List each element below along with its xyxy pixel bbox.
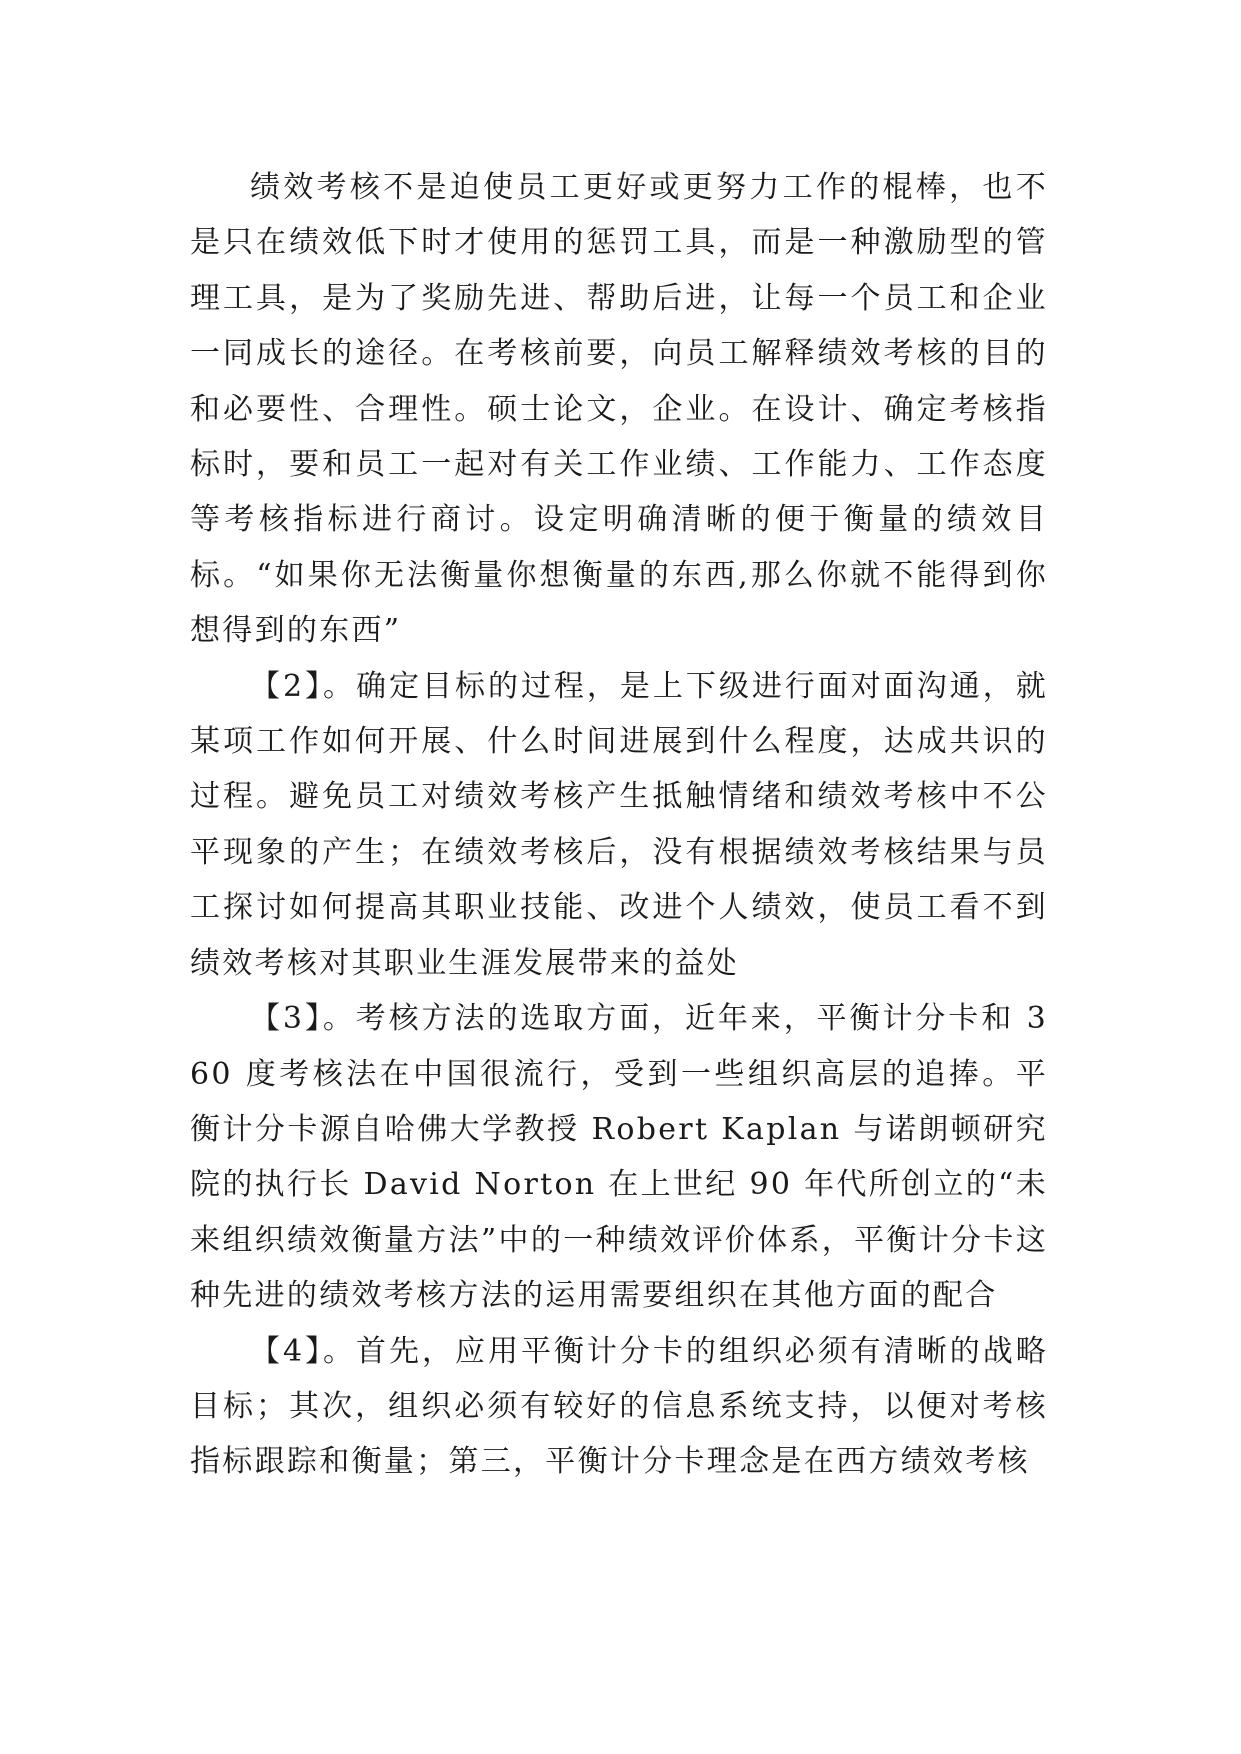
paragraph-3: 【3】。考核方法的选取方面，近年来，平衡计分卡和 360 度考核法在中国很流行，受到一些组织高层的追捧。平衡计分卡源自哈佛大学教授 Robert Kaplan 与诺朗顿研究院的执行长 David Norton 在上世纪 90 年代所创立的“未来组织绩效衡量方法”中的一种绩效评价体系，平衡计分卡这种先进的绩效考核方法的运用需要组织在其他方面的配合 xyxy=(190,1001,1048,1314)
paragraph-2: 【2】。确定目标的过程，是上下级进行面对面沟通，就某项工作如何开展、什么时间进展到什么程度，达成共识的过程。避免员工对绩效考核产生抵触情绪和绩效考核中不公平现象的产生；在绩效考核后，没有根据绩效考核结果与员工探讨如何提高其职业技能、改进个人绩效，使员工看不到绩效考核对其职业生涯发展带来的益处 xyxy=(190,668,1048,981)
document-body xyxy=(190,160,1048,1490)
paragraph-1: 绩效考核不是迫使员工更好或更努力工作的棍棒，也不是只在绩效低下时才使用的惩罚工具，而是一种激励型的管理工具，是为了奖励先进、帮助后进，让每一个员工和企业一同成长的途径。在考核前要，向员工解释绩效考核的目的和必要性、合理性。硕士论文，企业。在设计、确定考核指标时，要和员工一起对有关工作业绩、工作能力、工作态度等考核指标进行商讨。设定明确清晰的便于衡量的绩效目标。“如果你无法衡量你想衡量的东西,那么你就不能得到你想得到的东西” xyxy=(190,170,1048,649)
paragraph-4: 【4】。首先，应用平衡计分卡的组织必须有清晰的战略目标；其次，组织必须有较好的信息系统支持，以便对考核指标跟踪和衡量；第三，平衡计分卡理念是在西方绩效考核 xyxy=(190,1333,1048,1480)
